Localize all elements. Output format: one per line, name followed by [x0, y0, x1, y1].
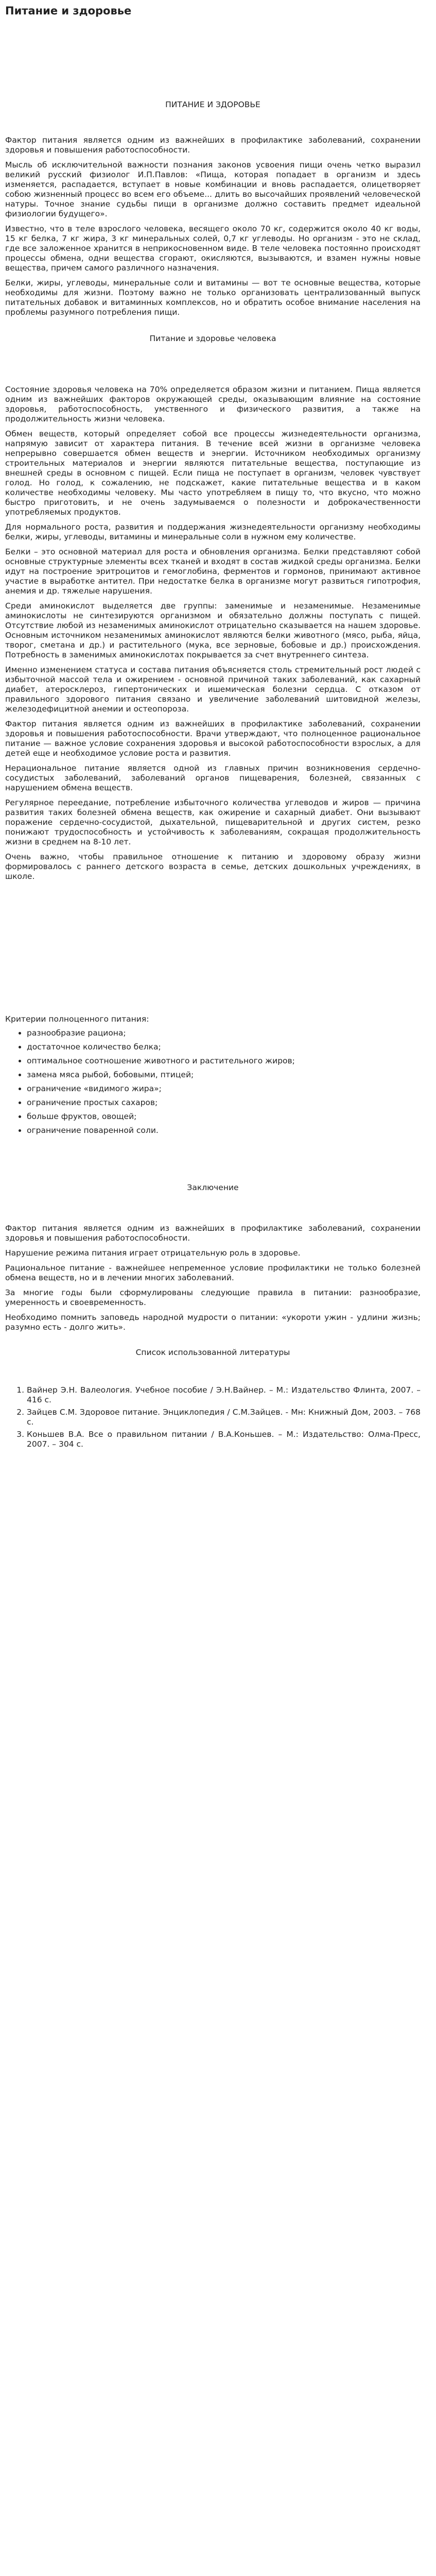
criteria-list: [5, 1028, 421, 1136]
section-heading-human: Питание и здоровье человека: [149, 334, 276, 343]
reference-item: 1. Вайнер Э.Н. Валеология. Учебное пособие / Э.Н.Вайнер. – М.: Издательство Флинта, 2007. – 416 с.: [27, 1385, 421, 1405]
list-item: • достаточное количество белка;: [27, 1042, 421, 1052]
section-heading-conclusion: Заключение: [187, 1183, 239, 1192]
paragraph: Мысль об исключительной важности познания законов усвоения пищи очень четко выразил великий русский физиолог И.П.Павлов: «Пища, которая попадает в организм и здесь изменяется, распадается, вступает в новые комбинации и вновь распадается, олицетворяет собою жизненный процесс во всем его объеме... длить во высочайших проявлений человеческой натуры. Точное знание судьбы пищи в организме должно составить предмет идеальной физиологии будущего».: [5, 160, 421, 218]
paragraph: Нарушение режима питания играет отрицательную роль в здоровье.: [5, 1248, 301, 1258]
list-item: • ограничение «видимого жира»;: [27, 1084, 421, 1094]
list-item: • больше фруктов, овощей;: [27, 1112, 421, 1122]
list-item: • оптимальное соотношение животного и растительного жиров;: [27, 1056, 421, 1066]
paragraph: Нерациональное питание является одной из главных причин возникновения сердечно-сосудистых заболеваний, заболеваний органов пищеварения, болезней, связанных с нарушением обмена веществ.: [5, 764, 421, 792]
main-heading: ПИТАНИЕ И ЗДОРОВЬЕ: [165, 100, 260, 109]
paragraph: Очень важно, чтобы правильное отношение к питанию и здоровому образу жизни формировалось с раннего детского возраста в семье, детских дошкольных учреждениях, в школе.: [5, 852, 421, 881]
paragraph: Именно изменением статуса и состава питания объясняется столь стремительный рост людей с избыточной массой тела и ожирением - основной причиной таких заболеваний, как сахарный диабет, атеросклероз, гипертонических и ишемическая болезни сердца. С отказом от правильного здорового питания связано и увеличение заболеваний шитовидной железы, железодефицитной анемии и остеопороза.: [5, 665, 421, 714]
paragraph: Для нормального роста, развития и поддержания жизнедеятельности организму необходимы белки, жиры, углеводы, витамины и минеральные соли в нужном ему количестве.: [5, 522, 421, 541]
paragraph: Необходимо помнить заповедь народной мудрости о питании: «укороти ужин - удлини жизнь; разумно есть - долго жить».: [5, 1313, 421, 1332]
reference-item: 2. Зайцев С.М. Здоровое питание. Энциклопедия / С.М.Зайцев. - Мн: Книжный Дом, 2003. – 768 с.: [27, 1408, 421, 1427]
paragraph: Белки, жиры, углеводы, минеральные соли и витамины — вот те основные вещества, которые необходимы для жизни. Поэтому важно не только организовать централизованный выпуск питательных добавок и витаминных комплексов, но и обратить особое внимание населения на проблемы разумного потребления пищи.: [5, 278, 421, 317]
criteria-title: Критерии полноценного питания:: [5, 1014, 149, 1024]
paragraph: Состояние здоровья человека на 70% определяется образом жизни и питанием. Пища является одним из важнейших факторов окружающей среды, оказывающим влияние на состояние здоровья, работоспособность, умственного и физического развития, а также на продолжительность жизни человека.: [5, 385, 421, 423]
list-item: • замена мяса рыбой, бобовыми, птицей;: [27, 1070, 421, 1080]
list-item: • ограничение поваренной соли.: [27, 1126, 421, 1136]
references-list: [5, 1385, 421, 1449]
paragraph: Фактор питания является одним из важнейших в профилактике заболеваний, сохранении здоровья и повышения работоспособности.: [5, 1224, 421, 1243]
paragraph: Рациональное питание - важнейшее непременное условие профилактики не только болезней обмена веществ, но и в лечении многих заболеваний.: [5, 1263, 421, 1282]
list-item: • разнообразие рациона;: [27, 1028, 421, 1038]
paragraph: Фактор питания является одним из важнейших в профилактике заболеваний, сохранении здоровья и повышения работоспособности. Врачи утверждают, что полноценное рациональное питание — важное условие сохранения здоровья и высокой работоспособности взрослых, а для детей еще и необходимое условие роста и развития.: [5, 719, 421, 758]
conclusion-section: [5, 1224, 421, 1332]
human-section: [5, 385, 421, 882]
list-item: • ограничение простых сахаров;: [27, 1098, 421, 1108]
paragraph: За многие годы были сформулированы следующие правила в питании: разнообразие, умеренность и своевременность.: [5, 1288, 421, 1307]
section-heading-references: Список использованной литературы: [135, 1348, 290, 1357]
paragraph: Известно, что в теле взрослого человека, весящего около 70 кг, содержится около 40 кг воды, 15 кг белка, 7 кг жира, 3 кг минеральных солей, 0,7 кг углеводы. Но организм - это не склад, где все заложенное хранится в неприкосновенном виде. В теле человека постоянно происходят процессы обмена, одни вещества сгорают, окисляются, вызываются, и взамен нужны новые вещества, причем самого различного назначения.: [5, 224, 421, 273]
paragraph: Белки – это основной материал для роста и обновления организма. Белки представляют собой основные структурные элементы всех тканей и входят в состав жидкой среды организма. Белки идут на построение эритроцитов и гемоглобина, ферментов и гормонов, принимают активное участие в выработке антител. При недостатке белка в организме могут развиться гипотрофия, анемия и др. тяжелые нарушения.: [5, 547, 421, 596]
paragraph: Регулярное переедание, потребление избыточного количества углеводов и жиров — причина развития таких болезней обмена веществ, как ожирение и сахарный диабет. Они вызывают поражение сердечно-сосудистой, дыхательной, пищеварительной и других систем, резко понижают трудоспособность и устойчивость к заболеваниям, сокращая продолжительность жизни в среднем на 8-10 лет.: [5, 798, 421, 846]
reference-item: 3. Коньшев В.А. Все о правильном питании / В.А.Коньшев. – М.: Издательство: Олма-Пресс, 2007. – 304 с.: [27, 1430, 421, 1449]
document-title: Питание и здоровье: [5, 5, 132, 17]
paragraph: Обмен веществ, который определяет собой все процессы жизнедеятельности организма, напрямую зависит от характера питания. В течение всей жизни в организме человека непрерывно совершается обмен веществ и энергии. Источником необходимых организму строительных материалов и энергии являются питательные вещества, поступающие из внешней среды в основном с пищей. Если пища не поступает в организм, человек чувствует голод. Но голод, к сожалению, не подскажет, какие питательные вещества и в каком количестве необходимы человеку. Мы часто употребляем в пищу то, что вкусно, что можно быстро приготовить, и не очень задумываемся о полезности и доброкачественности употребляемых продуктов.: [5, 429, 421, 517]
paragraph: Фактор питания является одним из важнейших в профилактике заболеваний, сохранении здоровья и повышения работоспособности.: [5, 135, 421, 155]
intro-section: [5, 135, 421, 317]
paragraph: Среди аминокислот выделяется две группы: заменимые и незаменимые. Незаменимые аминокислоты не синтезируются организмом и обязательно должны поступать с пищей. Отсутствие любой из незаменимых аминокислот отрицательно сказывается на нашем здоровье. Основным источником незаменимых аминокислот являются белки животного (мясо, рыба, яйца, творог, сметана и др.) и растительного (мука, все зерновые, бобовые и др.) происхождения. Потребность в заменимых аминокислотах покрывается за счет внутреннего синтеза.: [5, 601, 421, 659]
